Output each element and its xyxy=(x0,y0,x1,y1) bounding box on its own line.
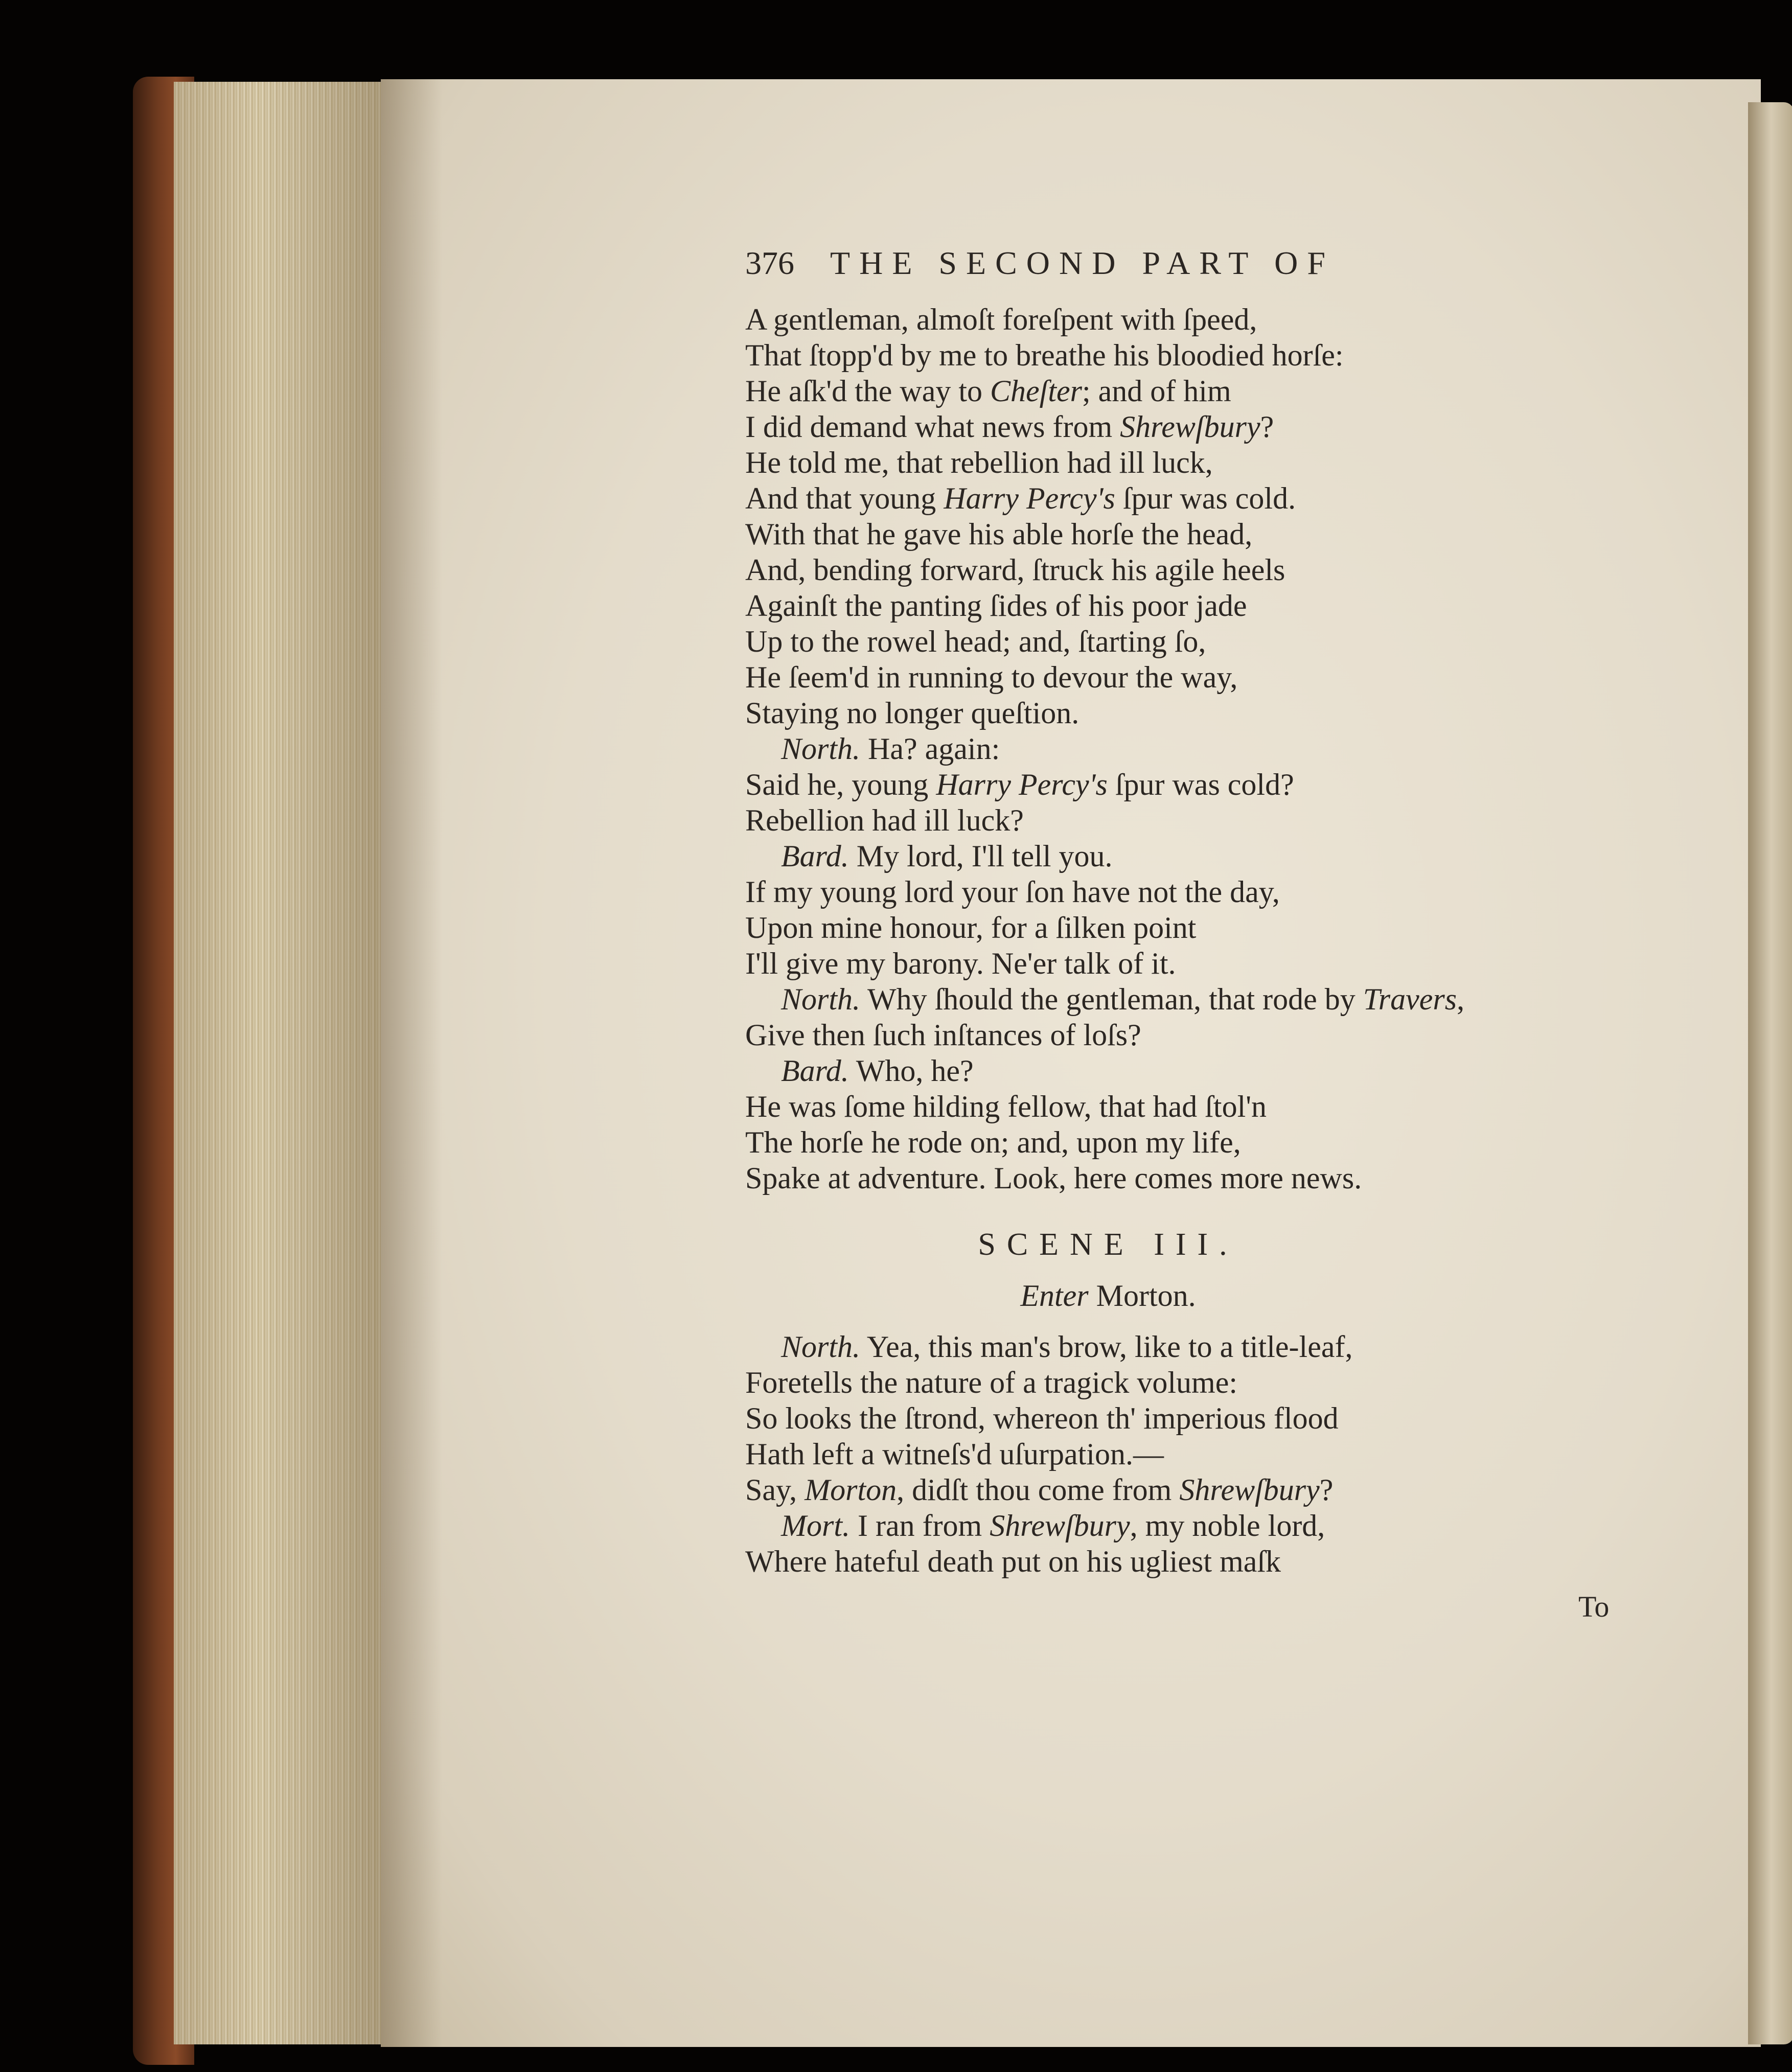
verse-line: Staying no longer queſtion. xyxy=(745,696,1079,730)
speech-line: Bard. My lord, I'll tell you. xyxy=(781,839,1113,873)
verse-line: I'll give my barony. Ne'er talk of it. xyxy=(745,947,1176,980)
verse-line: Foretells the nature of a tragick volume: xyxy=(745,1366,1238,1399)
page-edges xyxy=(174,82,388,2044)
verse-line: He ſeem'd in running to devour the way, xyxy=(745,660,1238,694)
verse-line: The horſe he rode on; and, upon my life, xyxy=(745,1125,1241,1159)
verse-line: Say, Morton, didſt thou come from Shrewſbury? xyxy=(745,1473,1334,1507)
verse-line: He aſk'd the way to Cheſter; and of him xyxy=(745,374,1231,408)
verse-line: Give then ſuch inſtances of loſs? xyxy=(745,1018,1141,1052)
verse-line: Up to the rowel head; and, ſtarting ſo, xyxy=(745,625,1206,658)
verse-line: With that he gave his able horſe the head, xyxy=(745,517,1253,551)
verse-line: And that young Harry Percy's ſpur was cold. xyxy=(745,481,1296,515)
speaker-name: North. xyxy=(781,1330,861,1364)
verse-line: A gentleman, almoſt foreſpent with ſpeed, xyxy=(745,303,1257,336)
speaker-name: North. xyxy=(781,982,861,1016)
speaker-name: Bard. xyxy=(781,1054,849,1088)
running-title: THE SECOND PART OF xyxy=(830,245,1335,281)
running-head xyxy=(745,245,1665,302)
speech-line: Bard. Who, he? xyxy=(781,1054,974,1088)
verse-line: Rebellion had ill luck? xyxy=(745,803,1024,837)
verse-line: Upon mine honour, for a ſilken point xyxy=(745,911,1197,945)
scene-heading: SCENE III. xyxy=(978,1227,1238,1262)
verse-line: Spake at adventure. Look, here comes more news. xyxy=(745,1161,1362,1195)
verse-line: So looks the ſtrond, whereon th' imperious flood xyxy=(745,1401,1339,1435)
speaker-name: North. xyxy=(781,732,861,766)
verse-line: If my young lord your ſon have not the day, xyxy=(745,875,1280,909)
verse-line: Hath left a witneſs'd uſurpation.— xyxy=(745,1437,1164,1471)
verse-line: He was ſome hilding fellow, that had ſtol'n xyxy=(745,1090,1267,1123)
next-page-edge xyxy=(1748,102,1792,2044)
verse-line: Said he, young Harry Percy's ſpur was cold? xyxy=(745,768,1294,801)
speaker-name: Bard. xyxy=(781,839,849,873)
speech-line: Mort. I ran from Shrewſbury, my noble lord, xyxy=(781,1509,1325,1543)
verse-line: Where hateful death put on his ugliest maſk xyxy=(745,1545,1281,1578)
verse-line: He told me, that rebellion had ill luck, xyxy=(745,446,1213,479)
verse-line: That ſtopp'd by me to breathe his bloodied horſe: xyxy=(745,338,1344,372)
catchword: To xyxy=(1578,1590,1610,1623)
speech-line: North. Yea, this man's brow, like to a title-leaf, xyxy=(781,1330,1353,1364)
speaker-name: Mort. xyxy=(781,1509,850,1543)
page-text xyxy=(745,245,1665,1579)
speech-line: North. Ha? again: xyxy=(781,732,1000,766)
page-number: 376 xyxy=(745,245,794,281)
verse-line: And, bending forward, ſtruck his agile heels xyxy=(745,553,1285,587)
verse-line: I did demand what news from Shrewſbury? xyxy=(745,410,1274,444)
speech-line: North. Why ſhould the gentleman, that rode by Travers, xyxy=(781,982,1465,1016)
stage-direction: Enter Morton. xyxy=(1020,1279,1196,1313)
verse-line: Againſt the panting ſides of his poor jade xyxy=(745,589,1247,623)
